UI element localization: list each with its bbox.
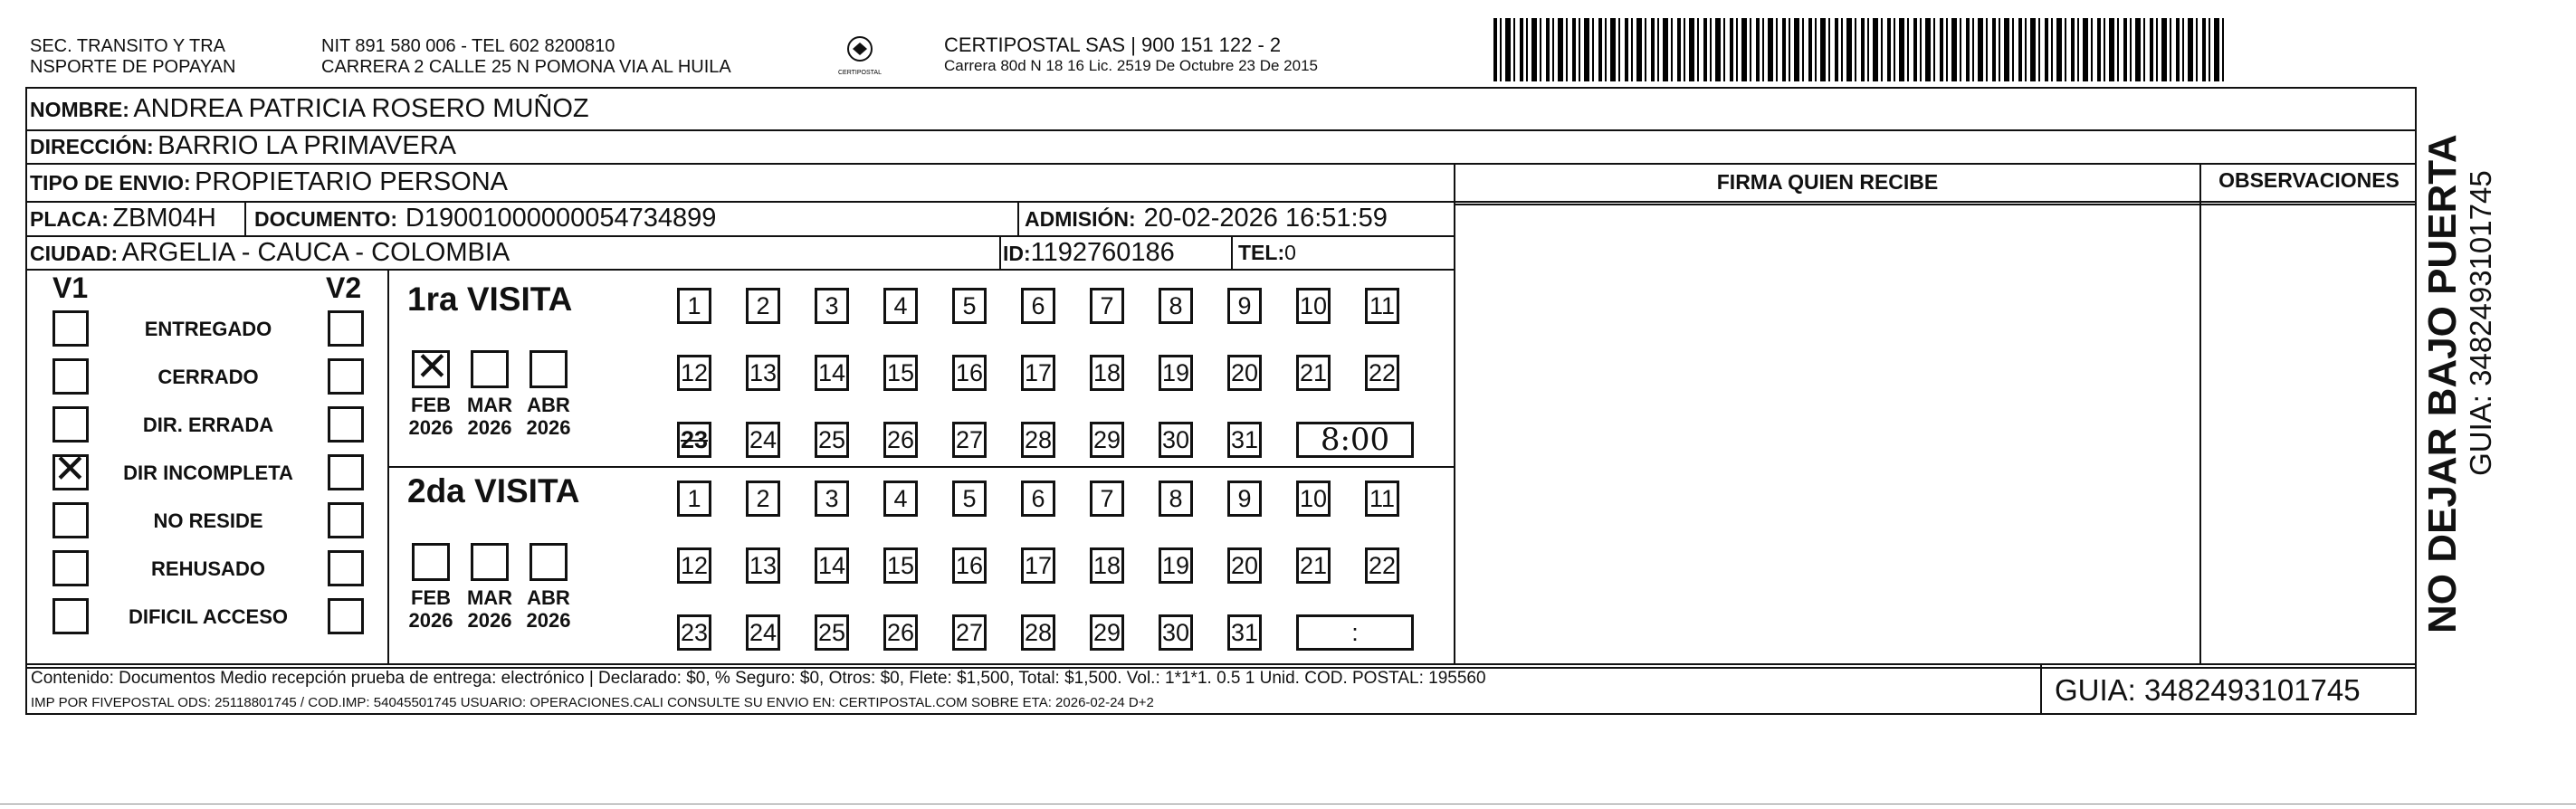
day-box[interactable]: 25 [815,422,849,458]
courier-info: CERTIPOSTAL SAS | 900 151 122 - 2 Carrera 80d N 18 16 Lic. 2519 De Octubre 23 De 2015 [944,33,1318,74]
recipient-phone: TEL:0 [1238,241,1296,264]
day-box[interactable]: 14 [815,547,849,584]
day-box[interactable]: 28 [1021,422,1055,458]
day-box[interactable]: 9 [1227,288,1262,324]
day-box[interactable]: 28 [1021,614,1055,651]
day-box[interactable]: 29 [1090,614,1124,651]
v2-checkbox[interactable] [328,598,364,634]
day-box[interactable]: 16 [952,355,987,391]
day-box[interactable]: 9 [1227,481,1262,517]
certipostal-logo [835,33,885,78]
month-checkbox[interactable] [530,350,568,388]
day-box[interactable]: 12 [677,547,711,584]
day-box[interactable]: 6 [1021,481,1055,517]
v2-header: V2 [326,271,362,304]
day-box[interactable]: 10 [1296,481,1331,517]
v1-checkbox[interactable] [52,358,89,395]
v1-checkbox[interactable] [52,550,89,586]
day-box[interactable]: 26 [883,614,918,651]
day-box[interactable]: 7 [1090,288,1124,324]
day-box[interactable]: 22 [1365,547,1399,584]
day-box[interactable]: 5 [952,481,987,517]
admission-date: ADMISIÓN: 20-02-2026 16:51:59 [1025,204,1388,233]
day-box[interactable]: 27 [952,614,987,651]
day-box[interactable]: 27 [952,422,987,458]
month-label: ABR 2026 [526,394,571,439]
check-mark: ✕ [53,447,87,491]
day-box[interactable]: 24 [746,614,780,651]
barcode [1493,18,2227,81]
recipient-address: DIRECCIÓN: BARRIO LA PRIMAVERA [30,131,457,160]
v1-checkbox[interactable] [52,598,89,634]
day-box[interactable]: 24 [746,422,780,458]
day-box[interactable]: 1 [677,288,711,324]
v2-checkbox[interactable] [328,550,364,586]
day-box[interactable]: 2 [746,481,780,517]
observations-header: OBSERVACIONES [2218,168,2399,192]
v1-checkbox[interactable] [52,447,89,491]
day-box[interactable]: 11 [1365,288,1399,324]
v2-checkbox[interactable] [328,502,364,538]
first-visit-title: 1ra VISITA [407,281,573,318]
signature-header: FIRMA QUIEN RECIBE [1716,170,1939,194]
sender-contact: NIT 891 580 006 - TEL 602 8200810 CARRERA 2 CALLE 25 N POMONA VIA AL HUILA [321,36,731,77]
day-box[interactable]: 30 [1159,422,1193,458]
status-label: REHUSADO [151,557,265,580]
status-label: NO RESIDE [153,509,263,532]
day-box[interactable]: 13 [746,547,780,584]
check-mark: ✕ [415,345,449,389]
time-box[interactable]: : [1296,614,1414,651]
svg-text:CERTIPOSTAL: CERTIPOSTAL [838,70,882,76]
time-box[interactable]: 8:00 [1296,422,1414,458]
v1-checkbox[interactable] [52,310,89,347]
month-checkbox[interactable] [530,543,568,581]
day-box[interactable]: 15 [883,547,918,584]
recipient-id: ID:1192760186 [1003,238,1175,267]
day-box[interactable]: 29 [1090,422,1124,458]
day-box[interactable]: 3 [815,288,849,324]
v1-checkbox[interactable] [52,502,89,538]
v1-checkbox[interactable] [52,406,89,443]
second-visit-title: 2da VISITA [407,472,580,509]
month-label: MAR 2026 [466,394,513,439]
day-box[interactable]: 15 [883,355,918,391]
month-label: MAR 2026 [466,586,513,632]
status-label: CERRADO [157,366,259,388]
v2-checkbox[interactable] [328,454,364,490]
shipment-type: TIPO DE ENVIO: PROPIETARIO PERSONA [30,167,509,196]
month-checkbox[interactable] [412,345,450,389]
month-checkbox[interactable] [471,350,509,388]
day-box[interactable]: 23 [677,422,711,458]
day-box[interactable]: 12 [677,355,711,391]
city: CIUDAD: ARGELIA - CAUCA - COLOMBIA [30,238,510,267]
day-box[interactable]: 11 [1365,481,1399,517]
day-box[interactable]: 4 [883,288,918,324]
status-label: DIFICIL ACCESO [128,605,288,628]
status-label: DIR INCOMPLETA [123,462,293,484]
day-box[interactable]: 17 [1021,355,1055,391]
day-box[interactable]: 18 [1090,355,1124,391]
day-box[interactable]: 21 [1296,355,1331,391]
footer-content: Contenido: Documentos Medio recepción prueba de entrega: electrónico | Declarado: $0, % Seguro: $0, Otros: $0, Flete: $1,500, Total: $1,500. Vol.: 1*1*1. 0.5 1 Unid. COD. POSTAL: 195560 [31,669,1486,688]
document-number: DOCUMENTO: D19001000000054734899 [254,204,717,233]
day-box[interactable]: 30 [1159,614,1193,651]
month-label: FEB 2026 [408,394,453,439]
day-box[interactable]: 21 [1296,547,1331,584]
recipient-name: NOMBRE: ANDREA PATRICIA ROSERO MUÑOZ [30,94,589,123]
day-box[interactable]: 31 [1227,614,1262,651]
day-box[interactable]: 3 [815,481,849,517]
day-box[interactable]: 13 [746,355,780,391]
day-box[interactable]: 16 [952,547,987,584]
month-checkbox[interactable] [471,543,509,581]
footer-guide-number: GUIA: 3482493101745 [2055,673,2361,707]
day-box[interactable]: 5 [952,288,987,324]
day-box[interactable]: 14 [815,355,849,391]
day-box[interactable]: 19 [1159,355,1193,391]
day-box[interactable]: 1 [677,481,711,517]
day-box[interactable]: 20 [1227,547,1262,584]
v2-checkbox[interactable] [328,310,364,347]
plate: PLACA: ZBM04H [30,204,216,233]
day-box[interactable]: 23 [677,614,711,651]
status-label: ENTREGADO [144,318,272,340]
day-box[interactable]: 20 [1227,355,1262,391]
day-box[interactable]: 10 [1296,288,1331,324]
day-box[interactable]: 7 [1090,481,1124,517]
day-box[interactable]: 6 [1021,288,1055,324]
v1-header: V1 [52,271,89,304]
v2-checkbox[interactable] [328,358,364,395]
day-box[interactable]: 17 [1021,547,1055,584]
month-checkbox[interactable] [412,543,450,581]
status-label: DIR. ERRADA [142,414,274,436]
day-box[interactable]: 8 [1159,481,1193,517]
day-box[interactable]: 19 [1159,547,1193,584]
day-box[interactable]: 18 [1090,547,1124,584]
day-box[interactable]: 26 [883,422,918,458]
v2-checkbox[interactable] [328,406,364,443]
day-box[interactable]: 22 [1365,355,1399,391]
sender-name: SEC. TRANSITO Y TRA NSPORTE DE POPAYAN [30,36,236,77]
month-label: ABR 2026 [526,586,571,632]
day-box[interactable]: 31 [1227,422,1262,458]
side-warning: NO DEJAR BAJO PUERTA GUIA: 3482493101745 [2420,134,2497,633]
month-label: FEB 2026 [408,586,453,632]
day-box[interactable]: 2 [746,288,780,324]
day-box[interactable]: 4 [883,481,918,517]
footer-print-info: IMP POR FIVEPOSTAL ODS: 25118801745 / COD.IMP: 54045501745 USUARIO: OPERACIONES.CALI CONSULTE SU ENVIO EN: CERTIPOSTAL.COM SOBRE ETA: 2026-02-24 D+2 [31,695,1154,710]
day-box[interactable]: 8 [1159,288,1193,324]
day-box[interactable]: 25 [815,614,849,651]
